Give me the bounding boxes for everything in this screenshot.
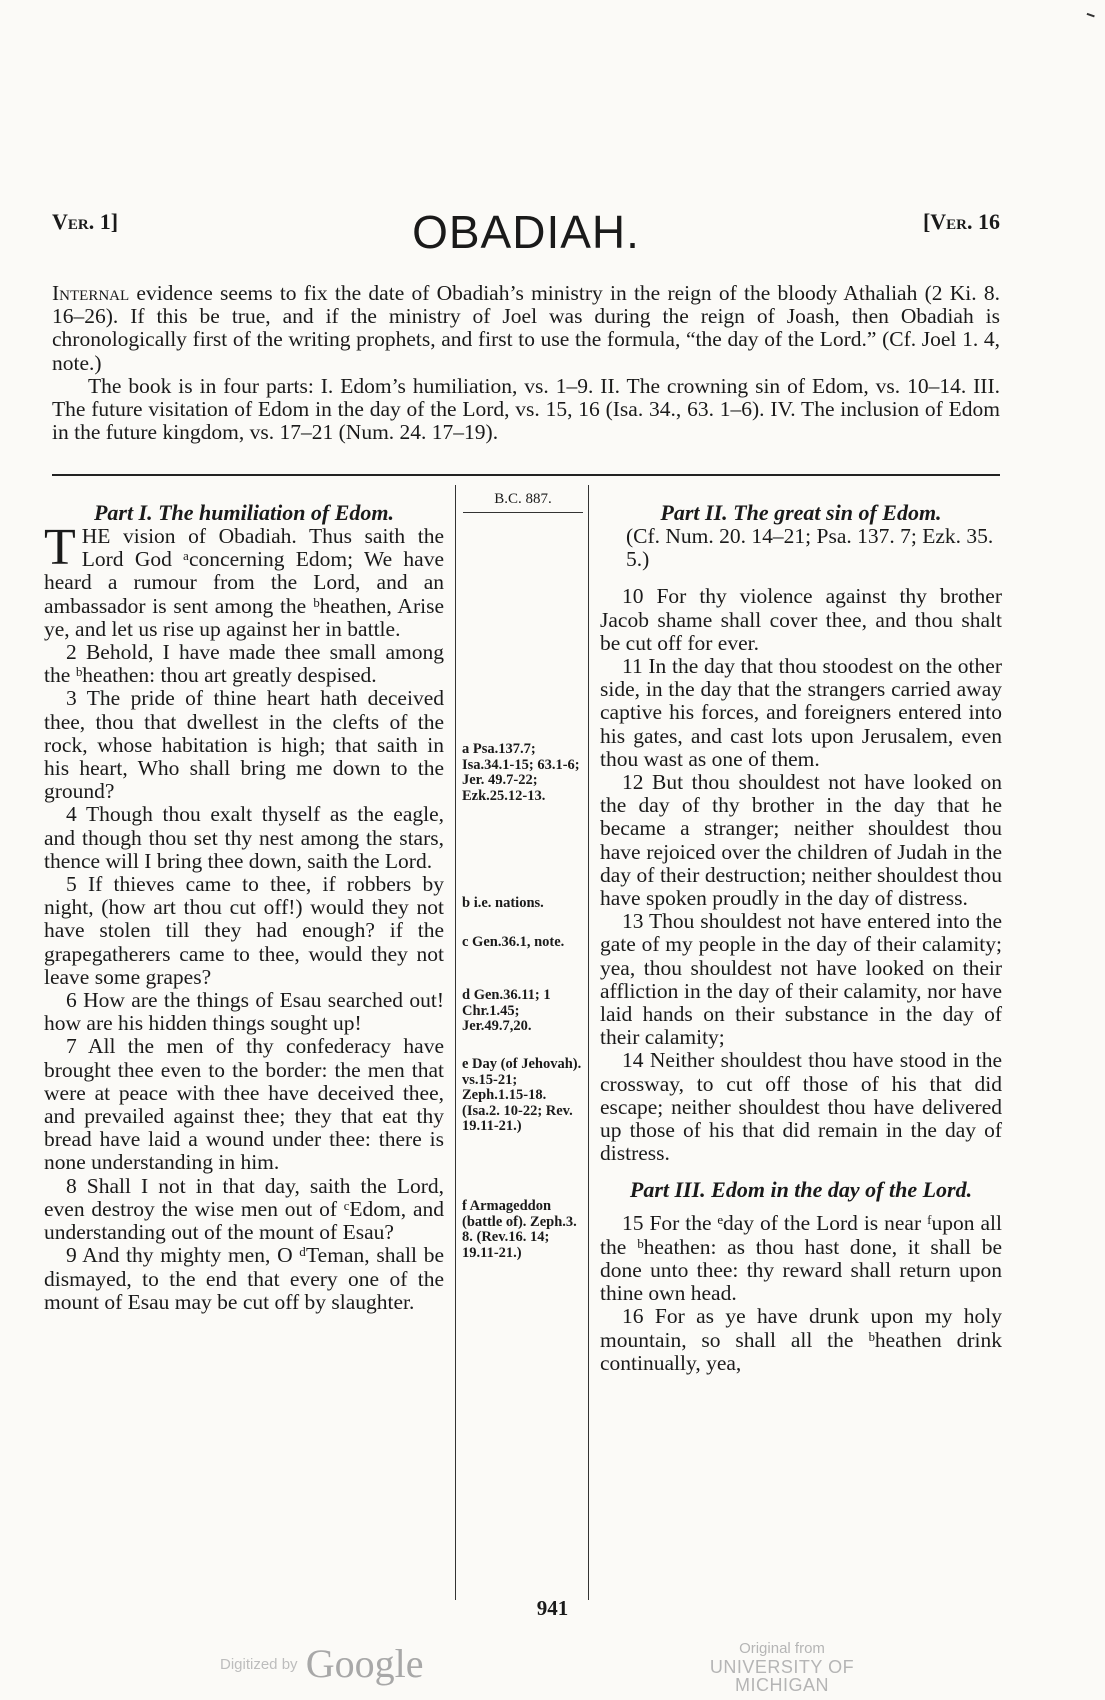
part-2-heading: Part II. The great sin of Edom. xyxy=(660,500,942,525)
verse-6: 6 How are the things of Esau searched out! how are his hidden things sought up! xyxy=(44,988,444,1036)
intro-paragraph-2: The book is in four parts: I. Edom’s humiliation, vs. 1–9. II. The crowning sin of Edom, vs. 10–14. III. The future visitation of Edom in the day of the Lord, vs. 15, 16 (Isa. 34., 63. 1–6). IV. The inclusion of Edom in the future kingdom, vs. 17–21 (Num. 24. 17–19). xyxy=(52,373,1000,445)
verse-7: 7 All the men of thy confederacy have brought thee even to the border: the men that were at peace with thee have deceived thee, and prevailed against thee; they that eat thy bread have laid a wound under thee: there is none understanding in him. xyxy=(44,1034,444,1175)
verse-16: 16 For as ye have drunk upon my holy mountain, so shall all the ᵇheathen drink continually, yea, xyxy=(600,1304,1002,1375)
note-a: a Psa.137.7; Isa.34.1-15; 63.1-6; Jer. 49.7-22; Ezk.25.12-13. xyxy=(462,741,580,804)
verse-15: 15 For the ᵉday of the Lord is near ᶠupon all the ᵇheathen: as thou hast done, it shall be done unto thee: thy reward shall return upon thine own head. xyxy=(600,1211,1002,1306)
column-rule-right xyxy=(588,485,589,1600)
header-verse-start: Ver. 1] xyxy=(52,209,119,234)
note-b: b i.e. nations. xyxy=(462,895,544,911)
intro-paragraph-1 xyxy=(52,282,1000,375)
digitized-label: Digitized by xyxy=(220,1656,298,1673)
source-watermark xyxy=(662,1640,902,1694)
verse-5: 5 If thieves came to thee, if robbers by night, (how art thou cut off!) would they not have stolen till they had enough? if the grapegatherers came to thee, would they not leave some grapes? xyxy=(44,872,444,989)
introduction xyxy=(52,282,1000,444)
section-divider xyxy=(52,474,1000,476)
digitized-watermark xyxy=(220,1640,423,1687)
part-1-heading: Part I. The humiliation of Edom. xyxy=(93,500,395,525)
verse-1 xyxy=(44,519,444,641)
university-label: UNIVERSITY OF MICHIGAN xyxy=(709,1657,855,1695)
right-column xyxy=(600,500,1002,1375)
verse-8: 8 Shall I not in that day, saith the Lord, even destroy the wise men out of ᶜEdom, and understanding out of the mount of Esau? xyxy=(44,1173,444,1245)
verse-10: 10 For thy violence against thy brother Jacob shame shall cover thee, and thou shalt be cut off for ever. xyxy=(600,584,1002,655)
scan-mark xyxy=(1085,13,1095,21)
verse-2: 2 Behold, I have made thee small among the ᵇheathen: thou art greatly despised. xyxy=(44,640,444,688)
date-label: B.C. 887. xyxy=(463,492,583,513)
note-c: c Gen.36.1, note. xyxy=(462,934,565,950)
verse-9: 9 And thy mighty men, O ᵈTeman, shall be dismayed, to the end that every one of the mount of Esau may be cut off by slaughter. xyxy=(44,1243,444,1314)
note-e: e Day (of Jehovah). vs.15-21; Zeph.1.15-18. (Isa.2. 10-22; Rev. 19.11-21.) xyxy=(462,1056,582,1135)
verse-1-text: HE vision of Obadiah. Thus saith the Lord God ᵃconcerning Edom; We have heard a rumour from the Lord, and an ambassador is sent among the ᵇheathen, Arise ye, and let us rise up against her in battle. xyxy=(44,524,444,641)
reference-column xyxy=(462,492,584,513)
drop-cap: T xyxy=(44,519,76,576)
verse-14: 14 Neither shouldest thou have stood in the crossway, to cut off those of his that did escape; neither shouldest thou have delivered up those of his that did remain in the day of distress. xyxy=(600,1048,1002,1166)
intro-text-1: evidence seems to fix the date of Obadiah’s ministry in the reign of the bloody Athaliah (2 Ki. 8. 16–26). If this be true, and if the ministry of Joel was during the reign of Joash, then Obadiah is chronologically first of the writing prophets, and first to use the formula, “the day of the Lord.” (Cf. Joel 1. 4, note.) xyxy=(52,281,1000,375)
running-header xyxy=(52,205,1000,265)
part-2-crossref: (Cf. Num. 20. 14–21; Psa. 137. 7; Ezk. 35. 5.) xyxy=(626,524,994,572)
intro-lead-word: Internal xyxy=(52,281,130,305)
header-verse-end: [Ver. 16 xyxy=(922,209,1000,234)
verse-11: 11 In the day that thou stoodest on the other side, in the day that the strangers carried away captive his forces, and foreigners entered into his gates, and cast lots upon Jerusalem, even thou wast as one of them. xyxy=(600,654,1002,771)
verse-4: 4 Though thou exalt thyself as the eagle, and though thou set thy nest among the stars, thence will I bring thee down, saith the Lord. xyxy=(44,802,444,873)
verse-12: 12 But thou shouldest not have looked on the day of thy brother in the day that he became a stranger; neither shouldest thou have rejoiced over the children of Judah in the day of their destruction; neither shouldest thou have spoken proudly in the day of distress. xyxy=(600,770,1002,911)
original-from-label: Original from xyxy=(739,1640,825,1657)
left-column xyxy=(44,500,444,1314)
page-title: OBADIAH. xyxy=(412,206,640,258)
google-logo: Google xyxy=(305,1641,424,1686)
part-3-heading: Part III. Edom in the day of the Lord. xyxy=(629,1177,973,1203)
verse-3: 3 The pride of thine heart hath deceived thee, thou that dwellest in the clefts of the rock, whose habitation is high; that saith in his heart, Who shall bring me down to the ground? xyxy=(44,686,444,804)
verse-13: 13 Thou shouldest not have entered into the gate of my people in the day of their calamity; yea, thou shouldest not have looked on their affliction in the day of their calamity, nor have laid hands on their substance in the day of their calamity; xyxy=(600,909,1002,1050)
note-f: f Armageddon (battle of). Zeph.3. 8. (Rev.16. 14; 19.11-21.) xyxy=(462,1198,577,1261)
column-rule-left xyxy=(455,485,456,1600)
note-d: d Gen.36.11; 1 Chr.1.45; Jer.49.7,20. xyxy=(462,987,551,1035)
page-number: 941 xyxy=(536,1596,569,1620)
